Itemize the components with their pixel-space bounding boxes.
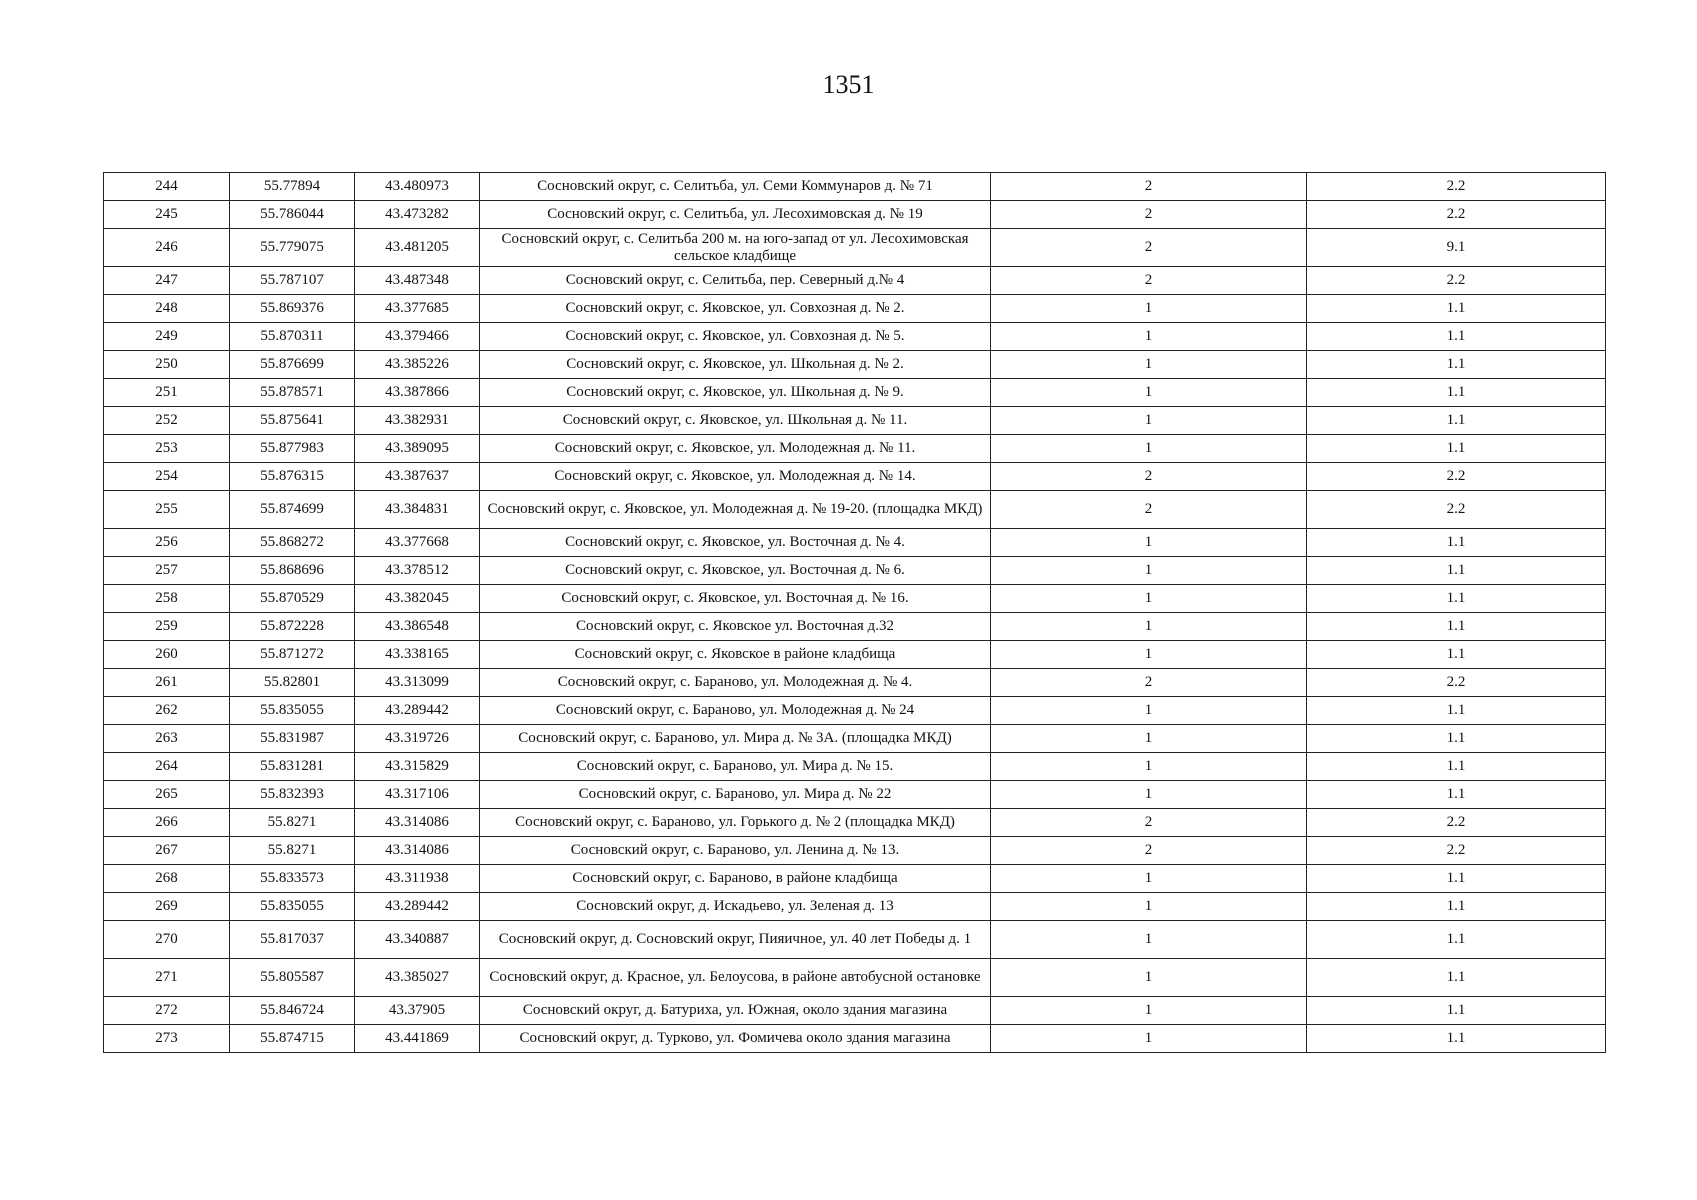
row-number-cell: 258 bbox=[104, 585, 230, 613]
container-count-cell: 2 bbox=[991, 491, 1307, 529]
table-row bbox=[104, 379, 1606, 407]
container-count-cell: 1 bbox=[991, 893, 1307, 921]
latitude-cell: 55.831987 bbox=[230, 725, 355, 753]
longitude-cell: 43.338165 bbox=[355, 641, 480, 669]
latitude-cell: 55.877983 bbox=[230, 435, 355, 463]
volume-cell: 1.1 bbox=[1307, 585, 1606, 613]
address-cell: Сосновский округ, д. Искадьево, ул. Зеленая д. 13 bbox=[480, 893, 991, 921]
longitude-cell: 43.385226 bbox=[355, 351, 480, 379]
volume-cell: 1.1 bbox=[1307, 753, 1606, 781]
address-cell: Сосновский округ, с. Яковское, ул. Восточная д. № 4. bbox=[480, 529, 991, 557]
row-number-cell: 261 bbox=[104, 669, 230, 697]
row-number-cell: 267 bbox=[104, 837, 230, 865]
table-row bbox=[104, 809, 1606, 837]
row-number-cell: 263 bbox=[104, 725, 230, 753]
row-number-cell: 249 bbox=[104, 323, 230, 351]
row-number-cell: 266 bbox=[104, 809, 230, 837]
row-number-cell: 272 bbox=[104, 997, 230, 1025]
volume-cell: 2.2 bbox=[1307, 837, 1606, 865]
latitude-cell: 55.82801 bbox=[230, 669, 355, 697]
longitude-cell: 43.340887 bbox=[355, 921, 480, 959]
table-row bbox=[104, 491, 1606, 529]
container-count-cell: 1 bbox=[991, 959, 1307, 997]
row-number-cell: 259 bbox=[104, 613, 230, 641]
latitude-cell: 55.831281 bbox=[230, 753, 355, 781]
table-row bbox=[104, 463, 1606, 491]
address-cell: Сосновский округ, с. Яковское в районе кладбища bbox=[480, 641, 991, 669]
volume-cell: 1.1 bbox=[1307, 641, 1606, 669]
address-cell: Сосновский округ, с. Бараново, ул. Горького д. № 2 (площадка МКД) bbox=[480, 809, 991, 837]
container-count-cell: 1 bbox=[991, 295, 1307, 323]
volume-cell: 1.1 bbox=[1307, 295, 1606, 323]
container-count-cell: 1 bbox=[991, 557, 1307, 585]
latitude-cell: 55.846724 bbox=[230, 997, 355, 1025]
page-number: 1351 bbox=[822, 70, 875, 99]
container-count-cell: 2 bbox=[991, 229, 1307, 267]
longitude-cell: 43.386548 bbox=[355, 613, 480, 641]
longitude-cell: 43.487348 bbox=[355, 267, 480, 295]
longitude-cell: 43.377668 bbox=[355, 529, 480, 557]
table-row bbox=[104, 529, 1606, 557]
latitude-cell: 55.868696 bbox=[230, 557, 355, 585]
table-row bbox=[104, 893, 1606, 921]
row-number-cell: 246 bbox=[104, 229, 230, 267]
container-count-cell: 1 bbox=[991, 351, 1307, 379]
table-row bbox=[104, 323, 1606, 351]
row-number-cell: 273 bbox=[104, 1025, 230, 1053]
longitude-cell: 43.37905 bbox=[355, 997, 480, 1025]
volume-cell: 1.1 bbox=[1307, 697, 1606, 725]
row-number-cell: 254 bbox=[104, 463, 230, 491]
table-row bbox=[104, 557, 1606, 585]
longitude-cell: 43.384831 bbox=[355, 491, 480, 529]
container-count-cell: 1 bbox=[991, 585, 1307, 613]
longitude-cell: 43.480973 bbox=[355, 173, 480, 201]
address-cell: Сосновский округ, с. Селитьба, пер. Северный д.№ 4 bbox=[480, 267, 991, 295]
table-row bbox=[104, 921, 1606, 959]
table-row bbox=[104, 435, 1606, 463]
container-count-cell: 1 bbox=[991, 613, 1307, 641]
table-row bbox=[104, 201, 1606, 229]
volume-cell: 1.1 bbox=[1307, 557, 1606, 585]
latitude-cell: 55.77894 bbox=[230, 173, 355, 201]
volume-cell: 1.1 bbox=[1307, 407, 1606, 435]
latitude-cell: 55.874715 bbox=[230, 1025, 355, 1053]
table-row bbox=[104, 351, 1606, 379]
row-number-cell: 270 bbox=[104, 921, 230, 959]
volume-cell: 1.1 bbox=[1307, 351, 1606, 379]
address-cell: Сосновский округ, д. Батуриха, ул. Южная, около здания магазина bbox=[480, 997, 991, 1025]
latitude-cell: 55.870529 bbox=[230, 585, 355, 613]
row-number-cell: 256 bbox=[104, 529, 230, 557]
latitude-cell: 55.833573 bbox=[230, 865, 355, 893]
table-row bbox=[104, 267, 1606, 295]
container-count-cell: 2 bbox=[991, 809, 1307, 837]
container-count-cell: 1 bbox=[991, 529, 1307, 557]
table-row bbox=[104, 725, 1606, 753]
latitude-cell: 55.835055 bbox=[230, 893, 355, 921]
container-count-cell: 2 bbox=[991, 201, 1307, 229]
longitude-cell: 43.385027 bbox=[355, 959, 480, 997]
registry-table bbox=[103, 172, 1606, 1053]
volume-cell: 1.1 bbox=[1307, 893, 1606, 921]
volume-cell: 9.1 bbox=[1307, 229, 1606, 267]
table-row bbox=[104, 229, 1606, 267]
address-cell: Сосновский округ, с. Селитьба, ул. Семи Коммунаров д. № 71 bbox=[480, 173, 991, 201]
row-number-cell: 251 bbox=[104, 379, 230, 407]
volume-cell: 1.1 bbox=[1307, 379, 1606, 407]
address-cell: Сосновский округ, с. Бараново, ул. Мира д. № 3А. (площадка МКД) bbox=[480, 725, 991, 753]
longitude-cell: 43.387637 bbox=[355, 463, 480, 491]
table-row bbox=[104, 837, 1606, 865]
table-row bbox=[104, 407, 1606, 435]
address-cell: Сосновский округ, с. Бараново, ул. Ленина д. № 13. bbox=[480, 837, 991, 865]
address-cell: Сосновский округ, с. Яковское ул. Восточная д.32 bbox=[480, 613, 991, 641]
container-count-cell: 1 bbox=[991, 753, 1307, 781]
address-cell: Сосновский округ, д. Турково, ул. Фомичева около здания магазина bbox=[480, 1025, 991, 1053]
container-count-cell: 1 bbox=[991, 379, 1307, 407]
latitude-cell: 55.872228 bbox=[230, 613, 355, 641]
latitude-cell: 55.869376 bbox=[230, 295, 355, 323]
address-cell: Сосновский округ, с. Яковское, ул. Школьная д. № 11. bbox=[480, 407, 991, 435]
row-number-cell: 260 bbox=[104, 641, 230, 669]
latitude-cell: 55.787107 bbox=[230, 267, 355, 295]
latitude-cell: 55.875641 bbox=[230, 407, 355, 435]
address-cell: Сосновский округ, с. Яковское, ул. Совхозная д. № 2. bbox=[480, 295, 991, 323]
latitude-cell: 55.832393 bbox=[230, 781, 355, 809]
row-number-cell: 245 bbox=[104, 201, 230, 229]
row-number-cell: 262 bbox=[104, 697, 230, 725]
row-number-cell: 265 bbox=[104, 781, 230, 809]
volume-cell: 2.2 bbox=[1307, 669, 1606, 697]
address-cell: Сосновский округ, с. Яковское, ул. Восточная д. № 6. bbox=[480, 557, 991, 585]
address-cell: Сосновский округ, с. Яковское, ул. Школьная д. № 2. bbox=[480, 351, 991, 379]
row-number-cell: 269 bbox=[104, 893, 230, 921]
volume-cell: 1.1 bbox=[1307, 529, 1606, 557]
row-number-cell: 244 bbox=[104, 173, 230, 201]
longitude-cell: 43.311938 bbox=[355, 865, 480, 893]
container-count-cell: 1 bbox=[991, 323, 1307, 351]
latitude-cell: 55.870311 bbox=[230, 323, 355, 351]
container-count-cell: 2 bbox=[991, 837, 1307, 865]
address-cell: Сосновский округ, с. Бараново, ул. Мира д. № 22 bbox=[480, 781, 991, 809]
container-count-cell: 1 bbox=[991, 997, 1307, 1025]
table-row bbox=[104, 865, 1606, 893]
volume-cell: 2.2 bbox=[1307, 491, 1606, 529]
table-row bbox=[104, 781, 1606, 809]
longitude-cell: 43.379466 bbox=[355, 323, 480, 351]
table-row bbox=[104, 959, 1606, 997]
address-cell: Сосновский округ, с. Селитьба, ул. Лесохимовская д. № 19 bbox=[480, 201, 991, 229]
volume-cell: 1.1 bbox=[1307, 1025, 1606, 1053]
volume-cell: 2.2 bbox=[1307, 809, 1606, 837]
address-cell: Сосновский округ, д. Сосновский округ, Пияичное, ул. 40 лет Победы д. 1 bbox=[480, 921, 991, 959]
address-cell: Сосновский округ, с. Яковское, ул. Молодежная д. № 19-20. (площадка МКД) bbox=[480, 491, 991, 529]
container-count-cell: 1 bbox=[991, 407, 1307, 435]
container-count-cell: 1 bbox=[991, 697, 1307, 725]
container-count-cell: 1 bbox=[991, 725, 1307, 753]
longitude-cell: 43.315829 bbox=[355, 753, 480, 781]
longitude-cell: 43.382045 bbox=[355, 585, 480, 613]
longitude-cell: 43.387866 bbox=[355, 379, 480, 407]
volume-cell: 1.1 bbox=[1307, 865, 1606, 893]
volume-cell: 2.2 bbox=[1307, 201, 1606, 229]
row-number-cell: 253 bbox=[104, 435, 230, 463]
address-cell: Сосновский округ, с. Яковское, ул. Школьная д. № 9. bbox=[480, 379, 991, 407]
longitude-cell: 43.289442 bbox=[355, 697, 480, 725]
longitude-cell: 43.314086 bbox=[355, 809, 480, 837]
container-count-cell: 2 bbox=[991, 173, 1307, 201]
registry-table-body bbox=[104, 173, 1606, 1053]
address-cell: Сосновский округ, с. Яковское, ул. Молодежная д. № 11. bbox=[480, 435, 991, 463]
row-number-cell: 271 bbox=[104, 959, 230, 997]
latitude-cell: 55.876315 bbox=[230, 463, 355, 491]
container-count-cell: 1 bbox=[991, 781, 1307, 809]
table-row bbox=[104, 613, 1606, 641]
address-cell: Сосновский округ, с. Яковское, ул. Совхозная д. № 5. bbox=[480, 323, 991, 351]
table-row bbox=[104, 753, 1606, 781]
longitude-cell: 43.441869 bbox=[355, 1025, 480, 1053]
latitude-cell: 55.868272 bbox=[230, 529, 355, 557]
volume-cell: 2.2 bbox=[1307, 267, 1606, 295]
volume-cell: 2.2 bbox=[1307, 173, 1606, 201]
longitude-cell: 43.378512 bbox=[355, 557, 480, 585]
latitude-cell: 55.8271 bbox=[230, 809, 355, 837]
address-cell: Сосновский округ, с. Бараново, в районе кладбища bbox=[480, 865, 991, 893]
latitude-cell: 55.871272 bbox=[230, 641, 355, 669]
volume-cell: 1.1 bbox=[1307, 613, 1606, 641]
volume-cell: 1.1 bbox=[1307, 959, 1606, 997]
container-count-cell: 1 bbox=[991, 865, 1307, 893]
longitude-cell: 43.382931 bbox=[355, 407, 480, 435]
row-number-cell: 250 bbox=[104, 351, 230, 379]
volume-cell: 1.1 bbox=[1307, 921, 1606, 959]
latitude-cell: 55.878571 bbox=[230, 379, 355, 407]
latitude-cell: 55.817037 bbox=[230, 921, 355, 959]
volume-cell: 2.2 bbox=[1307, 463, 1606, 491]
volume-cell: 1.1 bbox=[1307, 781, 1606, 809]
row-number-cell: 268 bbox=[104, 865, 230, 893]
longitude-cell: 43.377685 bbox=[355, 295, 480, 323]
address-cell: Сосновский округ, с. Селитьба 200 м. на юго-запад от ул. Лесохимовская сельское кладбище bbox=[480, 229, 991, 267]
latitude-cell: 55.835055 bbox=[230, 697, 355, 725]
container-count-cell: 2 bbox=[991, 267, 1307, 295]
latitude-cell: 55.786044 bbox=[230, 201, 355, 229]
latitude-cell: 55.876699 bbox=[230, 351, 355, 379]
table-row bbox=[104, 641, 1606, 669]
container-count-cell: 1 bbox=[991, 921, 1307, 959]
volume-cell: 1.1 bbox=[1307, 725, 1606, 753]
address-cell: Сосновский округ, с. Бараново, ул. Молодежная д. № 24 bbox=[480, 697, 991, 725]
table-row bbox=[104, 669, 1606, 697]
longitude-cell: 43.319726 bbox=[355, 725, 480, 753]
latitude-cell: 55.8271 bbox=[230, 837, 355, 865]
row-number-cell: 264 bbox=[104, 753, 230, 781]
table-row bbox=[104, 295, 1606, 323]
address-cell: Сосновский округ, с. Яковское, ул. Молодежная д. № 14. bbox=[480, 463, 991, 491]
address-cell: Сосновский округ, с. Яковское, ул. Восточная д. № 16. bbox=[480, 585, 991, 613]
longitude-cell: 43.389095 bbox=[355, 435, 480, 463]
latitude-cell: 55.805587 bbox=[230, 959, 355, 997]
container-count-cell: 1 bbox=[991, 641, 1307, 669]
longitude-cell: 43.473282 bbox=[355, 201, 480, 229]
longitude-cell: 43.481205 bbox=[355, 229, 480, 267]
row-number-cell: 247 bbox=[104, 267, 230, 295]
latitude-cell: 55.779075 bbox=[230, 229, 355, 267]
container-count-cell: 2 bbox=[991, 669, 1307, 697]
container-count-cell: 1 bbox=[991, 1025, 1307, 1053]
table-row bbox=[104, 697, 1606, 725]
row-number-cell: 257 bbox=[104, 557, 230, 585]
container-count-cell: 1 bbox=[991, 435, 1307, 463]
address-cell: Сосновский округ, с. Бараново, ул. Молодежная д. № 4. bbox=[480, 669, 991, 697]
row-number-cell: 248 bbox=[104, 295, 230, 323]
longitude-cell: 43.289442 bbox=[355, 893, 480, 921]
row-number-cell: 252 bbox=[104, 407, 230, 435]
table-row bbox=[104, 1025, 1606, 1053]
address-cell: Сосновский округ, с. Бараново, ул. Мира д. № 15. bbox=[480, 753, 991, 781]
longitude-cell: 43.313099 bbox=[355, 669, 480, 697]
latitude-cell: 55.874699 bbox=[230, 491, 355, 529]
longitude-cell: 43.317106 bbox=[355, 781, 480, 809]
volume-cell: 1.1 bbox=[1307, 323, 1606, 351]
table-row bbox=[104, 997, 1606, 1025]
table-row bbox=[104, 173, 1606, 201]
volume-cell: 1.1 bbox=[1307, 997, 1606, 1025]
volume-cell: 1.1 bbox=[1307, 435, 1606, 463]
container-count-cell: 2 bbox=[991, 463, 1307, 491]
address-cell: Сосновский округ, д. Красное, ул. Белоусова, в районе автобусной остановке bbox=[480, 959, 991, 997]
row-number-cell: 255 bbox=[104, 491, 230, 529]
longitude-cell: 43.314086 bbox=[355, 837, 480, 865]
table-row bbox=[104, 585, 1606, 613]
